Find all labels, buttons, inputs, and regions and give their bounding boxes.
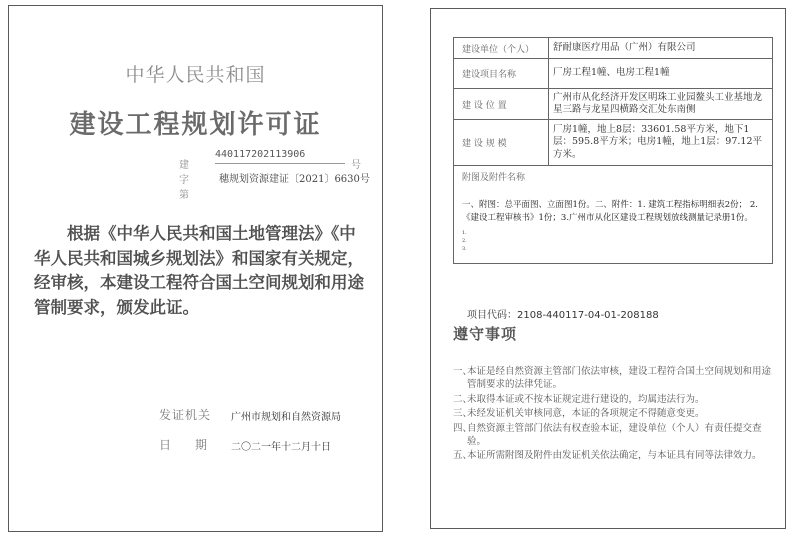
note-text: 本证是经自然资源主管部门依法审核，建设工程符合国土空间规划和用途管制要求的法律凭证。 (467, 366, 772, 390)
table-row (454, 38, 773, 59)
country-heading: 中华人民共和国 (125, 64, 266, 86)
attachments-cell (454, 166, 773, 264)
fine-print-line: 2. (462, 238, 467, 244)
certificate-cover-page (8, 5, 383, 532)
attachments-text: 一、附图：总平面图、立面图1份。二、附件：1. 建筑工程指标明细表2份； 2.《建设工程审核书》1份；3.广州市从化区建设工程规划放线测量记录册1份。 (462, 200, 758, 223)
project-info-table (453, 37, 773, 264)
row-label: 建 设 规 模 (454, 120, 549, 166)
note-text: 自然资源主管部门依法有权查验本证，建设单位（个人）有责任提交查验。 (467, 422, 762, 447)
attachments-label: 附图及附件名称 (462, 173, 526, 183)
note-text: 未取得本证或不按本证规定进行建设的，均属违法行为。 (467, 393, 705, 405)
project-code-value: 2108-440117-04-01-208188 (517, 310, 659, 321)
certificate-title: 建设工程规划许可证 (69, 110, 322, 140)
note-number: 四、 (453, 422, 473, 434)
note-text: 本证所需附图及附件由发证机关依法确定，与本证具有同等法律效力。 (467, 450, 762, 461)
note-number: 一、 (453, 366, 473, 377)
date-value: 二〇二一年十二月十日 (231, 442, 331, 453)
number-value: 440117202113906 (215, 149, 306, 160)
row-value: 厂房工程1幢、电房工程1幢 (549, 59, 773, 89)
fine-print-line: 3. (462, 246, 467, 252)
fine-print-line: 1. (462, 230, 467, 236)
issuer-value: 广州市规划和自然资源局 (231, 412, 341, 423)
row-value: 厂房1幢，地上8层：33601.58平方米，地下1层：595.8平方米；电房1幢，地上1层：97.12平方米。 (549, 120, 773, 166)
row-value: 舒耐康医疗用品（广州）有限公司 (549, 38, 773, 59)
note-number: 二、 (453, 393, 473, 405)
certificate-detail-page (430, 8, 786, 529)
row-label: 建设项目名称 (454, 59, 549, 89)
table-row (454, 59, 773, 89)
row-label: 建设单位（个人） (454, 38, 549, 59)
project-code (467, 306, 659, 321)
list-item (453, 422, 773, 448)
certificate-body-text: 根据《中华人民共和国土地管理法》《中华人民共和国城乡规划法》和国家有关规定，经审核，本建设工程符合国土空间规划和用途管制要求，颁发此证。 (34, 224, 364, 317)
list-item (453, 449, 773, 462)
row-label: 建 设 位 置 (454, 89, 549, 120)
list-item (453, 407, 773, 420)
list-item (453, 365, 773, 391)
number-suffix: 号 (351, 160, 361, 171)
note-text: 未经发证机关审核同意，本证的各项规定不得随意变更。 (467, 408, 705, 419)
notes-title: 遵守事项 (453, 325, 518, 343)
table-row (454, 89, 773, 120)
date-label-char-2: 期 (195, 438, 210, 452)
table-row (454, 166, 773, 264)
row-value: 广州市从化经济开发区明珠工业园鳌头工业基地龙星三路与龙星四横路交汇处东南侧 (549, 89, 773, 120)
number-underline (215, 163, 345, 164)
issuer-label: 发证机关 (159, 408, 212, 422)
notes-list (453, 365, 773, 464)
date-label-char-1: 日 (159, 438, 174, 452)
date-label (159, 436, 209, 453)
note-number: 三、 (453, 408, 473, 419)
attachments-fine-print (462, 229, 764, 253)
list-item (453, 393, 773, 406)
note-number: 五、 (453, 450, 473, 461)
reference-number: 穗规划资源建证〔2021〕6630号 (219, 174, 370, 185)
project-code-label: 项目代码： (467, 310, 517, 321)
table-row (454, 120, 773, 166)
number-prefix: 建字第 (179, 160, 189, 201)
